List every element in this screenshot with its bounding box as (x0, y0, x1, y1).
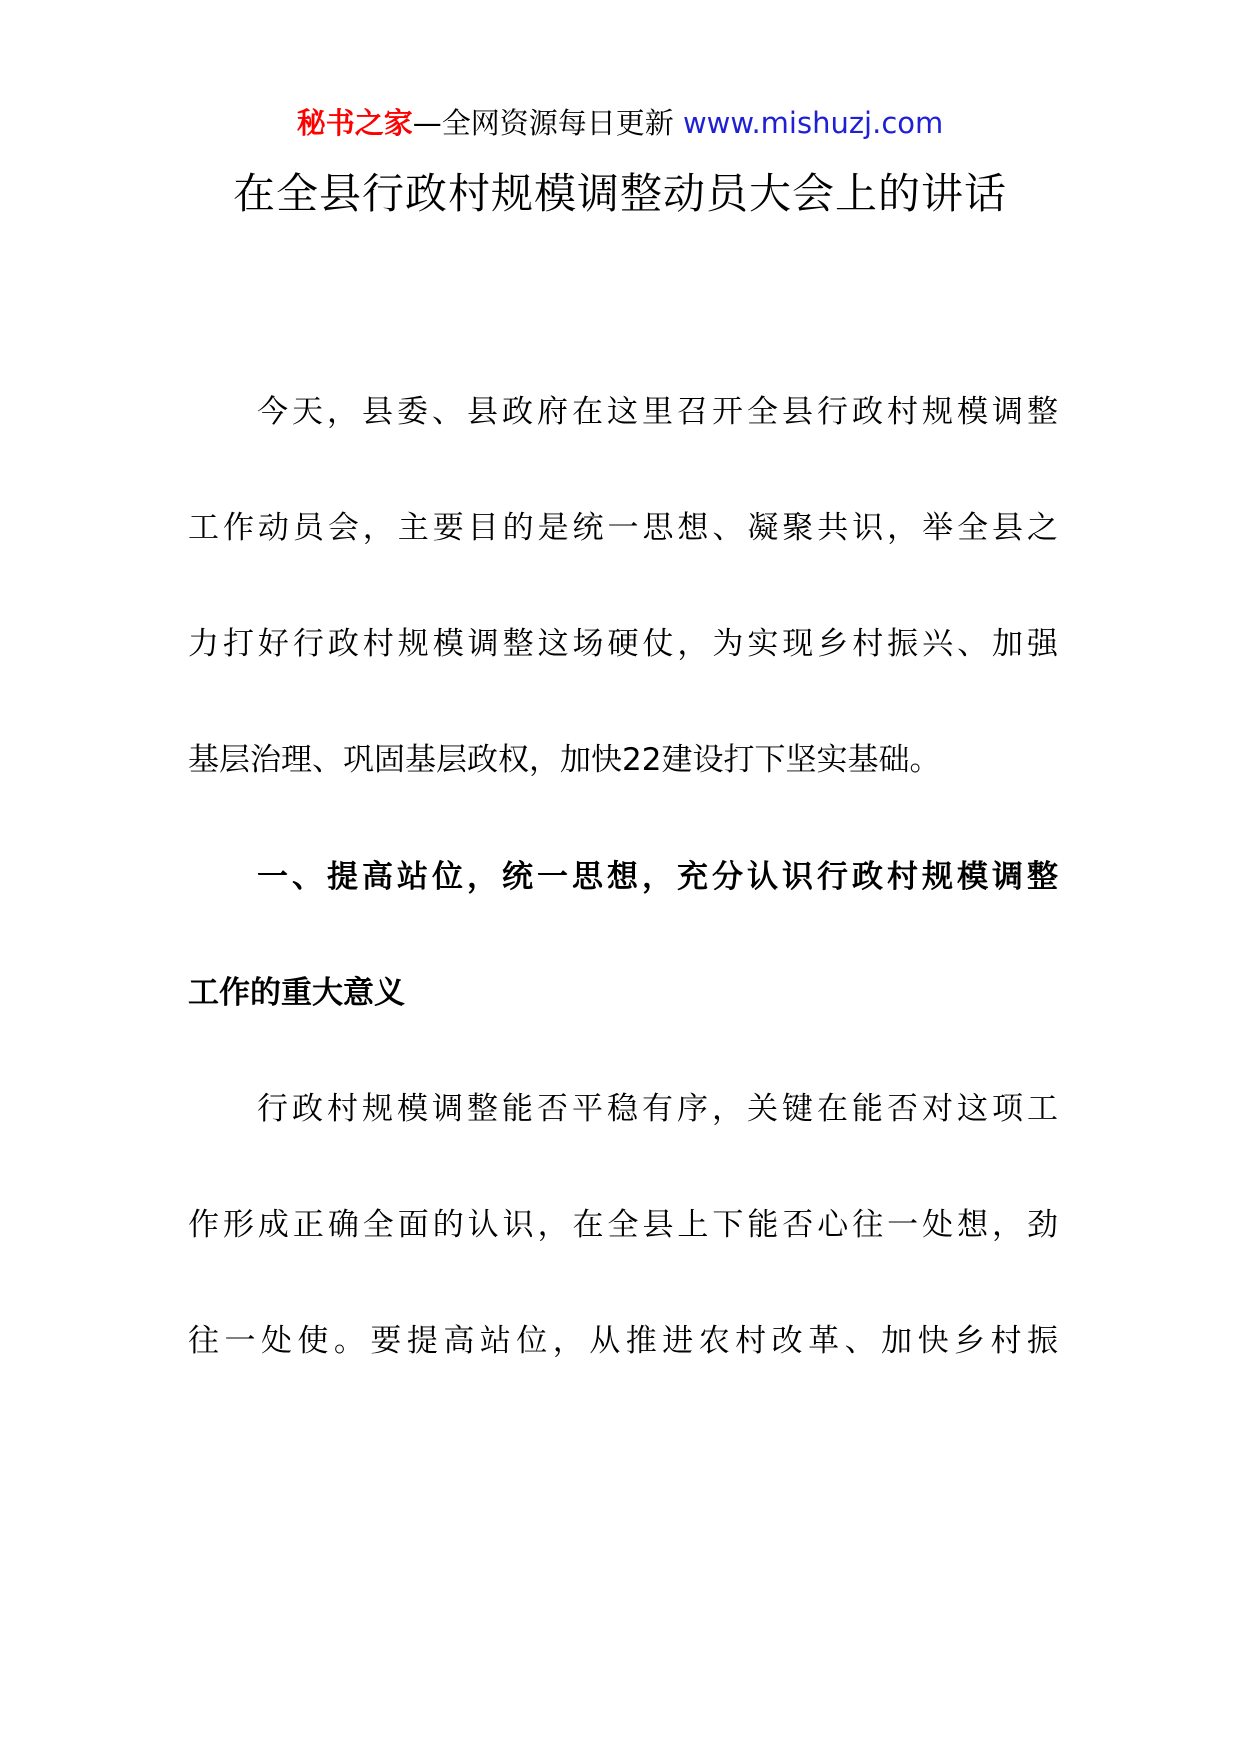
paragraph-1-line-3: 力打好行政村规模调整这场硬仗，为实现乡村振兴、加强 (188, 626, 1058, 662)
brand-name: 秘书之家 (296, 106, 413, 140)
section-heading-line-2: 工作的重大意义 (188, 975, 405, 1011)
site-header (0, 103, 1240, 143)
paragraph-1-line-1: 今天，县委、县政府在这里召开全县行政村规模调整 (257, 394, 1058, 430)
document-title: 在全县行政村规模调整动员大会上的讲话 (232, 169, 1007, 218)
section-heading-line-1: 一、提高站位，统一思想，充分认识行政村规模调整 (257, 859, 1058, 895)
site-slogan: —全网资源每日更新 (412, 106, 683, 140)
site-url-link[interactable]: www.mishuzj.com (682, 106, 944, 140)
paragraph-1-line-4: 基层治理、巩固基层政权，加快22建设打下坚实基础。 (188, 742, 941, 778)
paragraph-1-line-2: 工作动员会，主要目的是统一思想、凝聚共识，举全县之 (188, 510, 1058, 546)
paragraph-2-line-3: 往一处使。要提高站位，从推进农村改革、加快乡村振 (188, 1323, 1058, 1359)
paragraph-2-line-1: 行政村规模调整能否平稳有序，关键在能否对这项工 (257, 1091, 1058, 1127)
paragraph-2-line-2: 作形成正确全面的认识，在全县上下能否心往一处想，劲 (188, 1207, 1058, 1243)
